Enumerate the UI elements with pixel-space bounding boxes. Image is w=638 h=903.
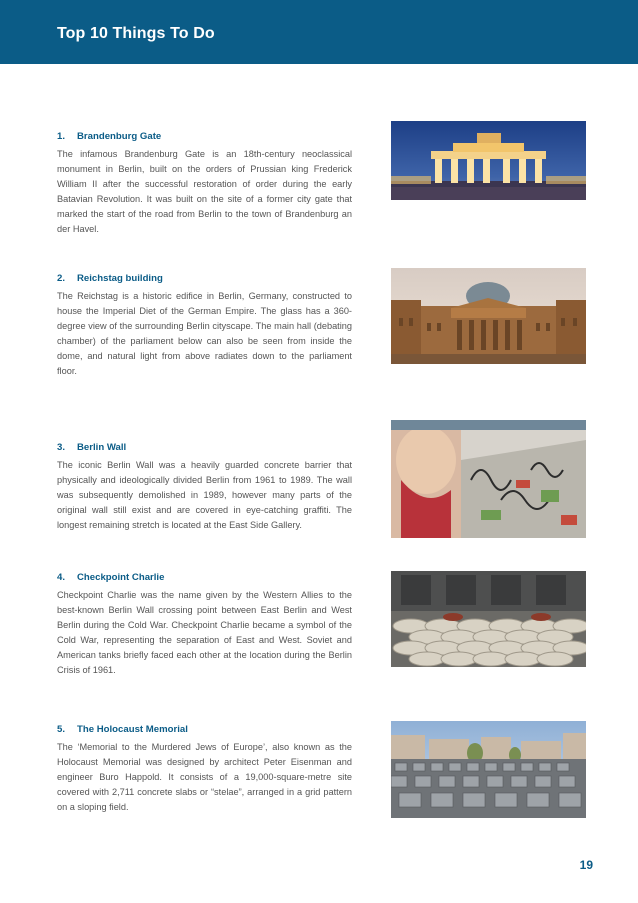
entry-heading [57,572,352,583]
entry-number: 4. [57,572,66,583]
holocaust-memorial-photo [391,721,586,818]
entry-brandenburg-gate [57,131,352,237]
berlin-wall-photo [391,420,586,538]
entry-heading [57,273,352,284]
entry-title: Checkpoint Charlie [77,572,165,583]
entry-checkpoint-charlie [57,572,352,678]
page-number: 19 [579,858,593,872]
entry-holocaust-memorial [57,724,352,815]
entry-title: Brandenburg Gate [77,131,162,142]
entry-heading [57,131,352,142]
entry-description: Checkpoint Charlie was the name given by the Western Allies to the best-known Berlin Wall crossing point between East Berlin and West Berlin during the Cold War. Checkpoint Charlie became a symbol of the Cold War, representing the separation of East and West. Soviet and American tanks briefly faced each other at the location during the Berlin Crisis of 1961. [57,590,352,675]
entry-title: Berlin Wall [77,442,127,453]
entry-berlin-wall [57,442,352,533]
entry-number: 3. [57,442,66,453]
entry-heading [57,724,352,735]
entry-heading [57,442,352,453]
entry-title: Reichstag building [77,273,163,284]
entry-title: The Holocaust Memorial [77,724,188,735]
brandenburg-gate-photo [391,121,586,200]
entry-number: 2. [57,273,66,284]
entry-number: 1. [57,131,66,142]
entry-description: The infamous Brandenburg Gate is an 18th-century neoclassical monument in Berlin, built on the orders of Prussian king Frederick William II after the successful restoration of order during the early Batavian Revolution. It was built on the site of a former city gate that marked the start of the road from Berlin to the town of Brandenburg an der Havel. [57,149,352,234]
page-header [0,0,638,64]
reichstag-photo [391,268,586,364]
page-title: Top 10 Things To Do [57,25,215,42]
entry-reichstag-building [57,273,352,379]
entry-description: The iconic Berlin Wall was a heavily guarded concrete barrier that physically and ideologically divided Berlin from 1961 to 1989. The wall was subsequently demolished in 1989, however many parts of the original wall still exist and are covered in eye-catching graffiti. The longest remaining stretch is located at the East Side Gallery. [57,460,352,530]
entry-number: 5. [57,724,66,735]
entry-description: The Reichstag is a historic edifice in Berlin, Germany, constructed to house the Imperial Diet of the German Empire. The glass has a 360-degree view of the surrounding Berlin cityscape. The main hall (debating chamber) of the parliament below can also be seen from inside the dome, and natural light from above radiates down to the parliament floor. [57,291,352,376]
entry-description: The ‘Memorial to the Murdered Jews of Europe’, also known as the Holocaust Memorial was designed by architect Peter Eisenman and engineer Buro Happold. It consists of a 19,000-square-metre site covered with 2,711 concrete slabs or “stelae”, arranged in a grid pattern on a sloping field. [57,742,352,812]
checkpoint-charlie-photo [391,571,586,667]
